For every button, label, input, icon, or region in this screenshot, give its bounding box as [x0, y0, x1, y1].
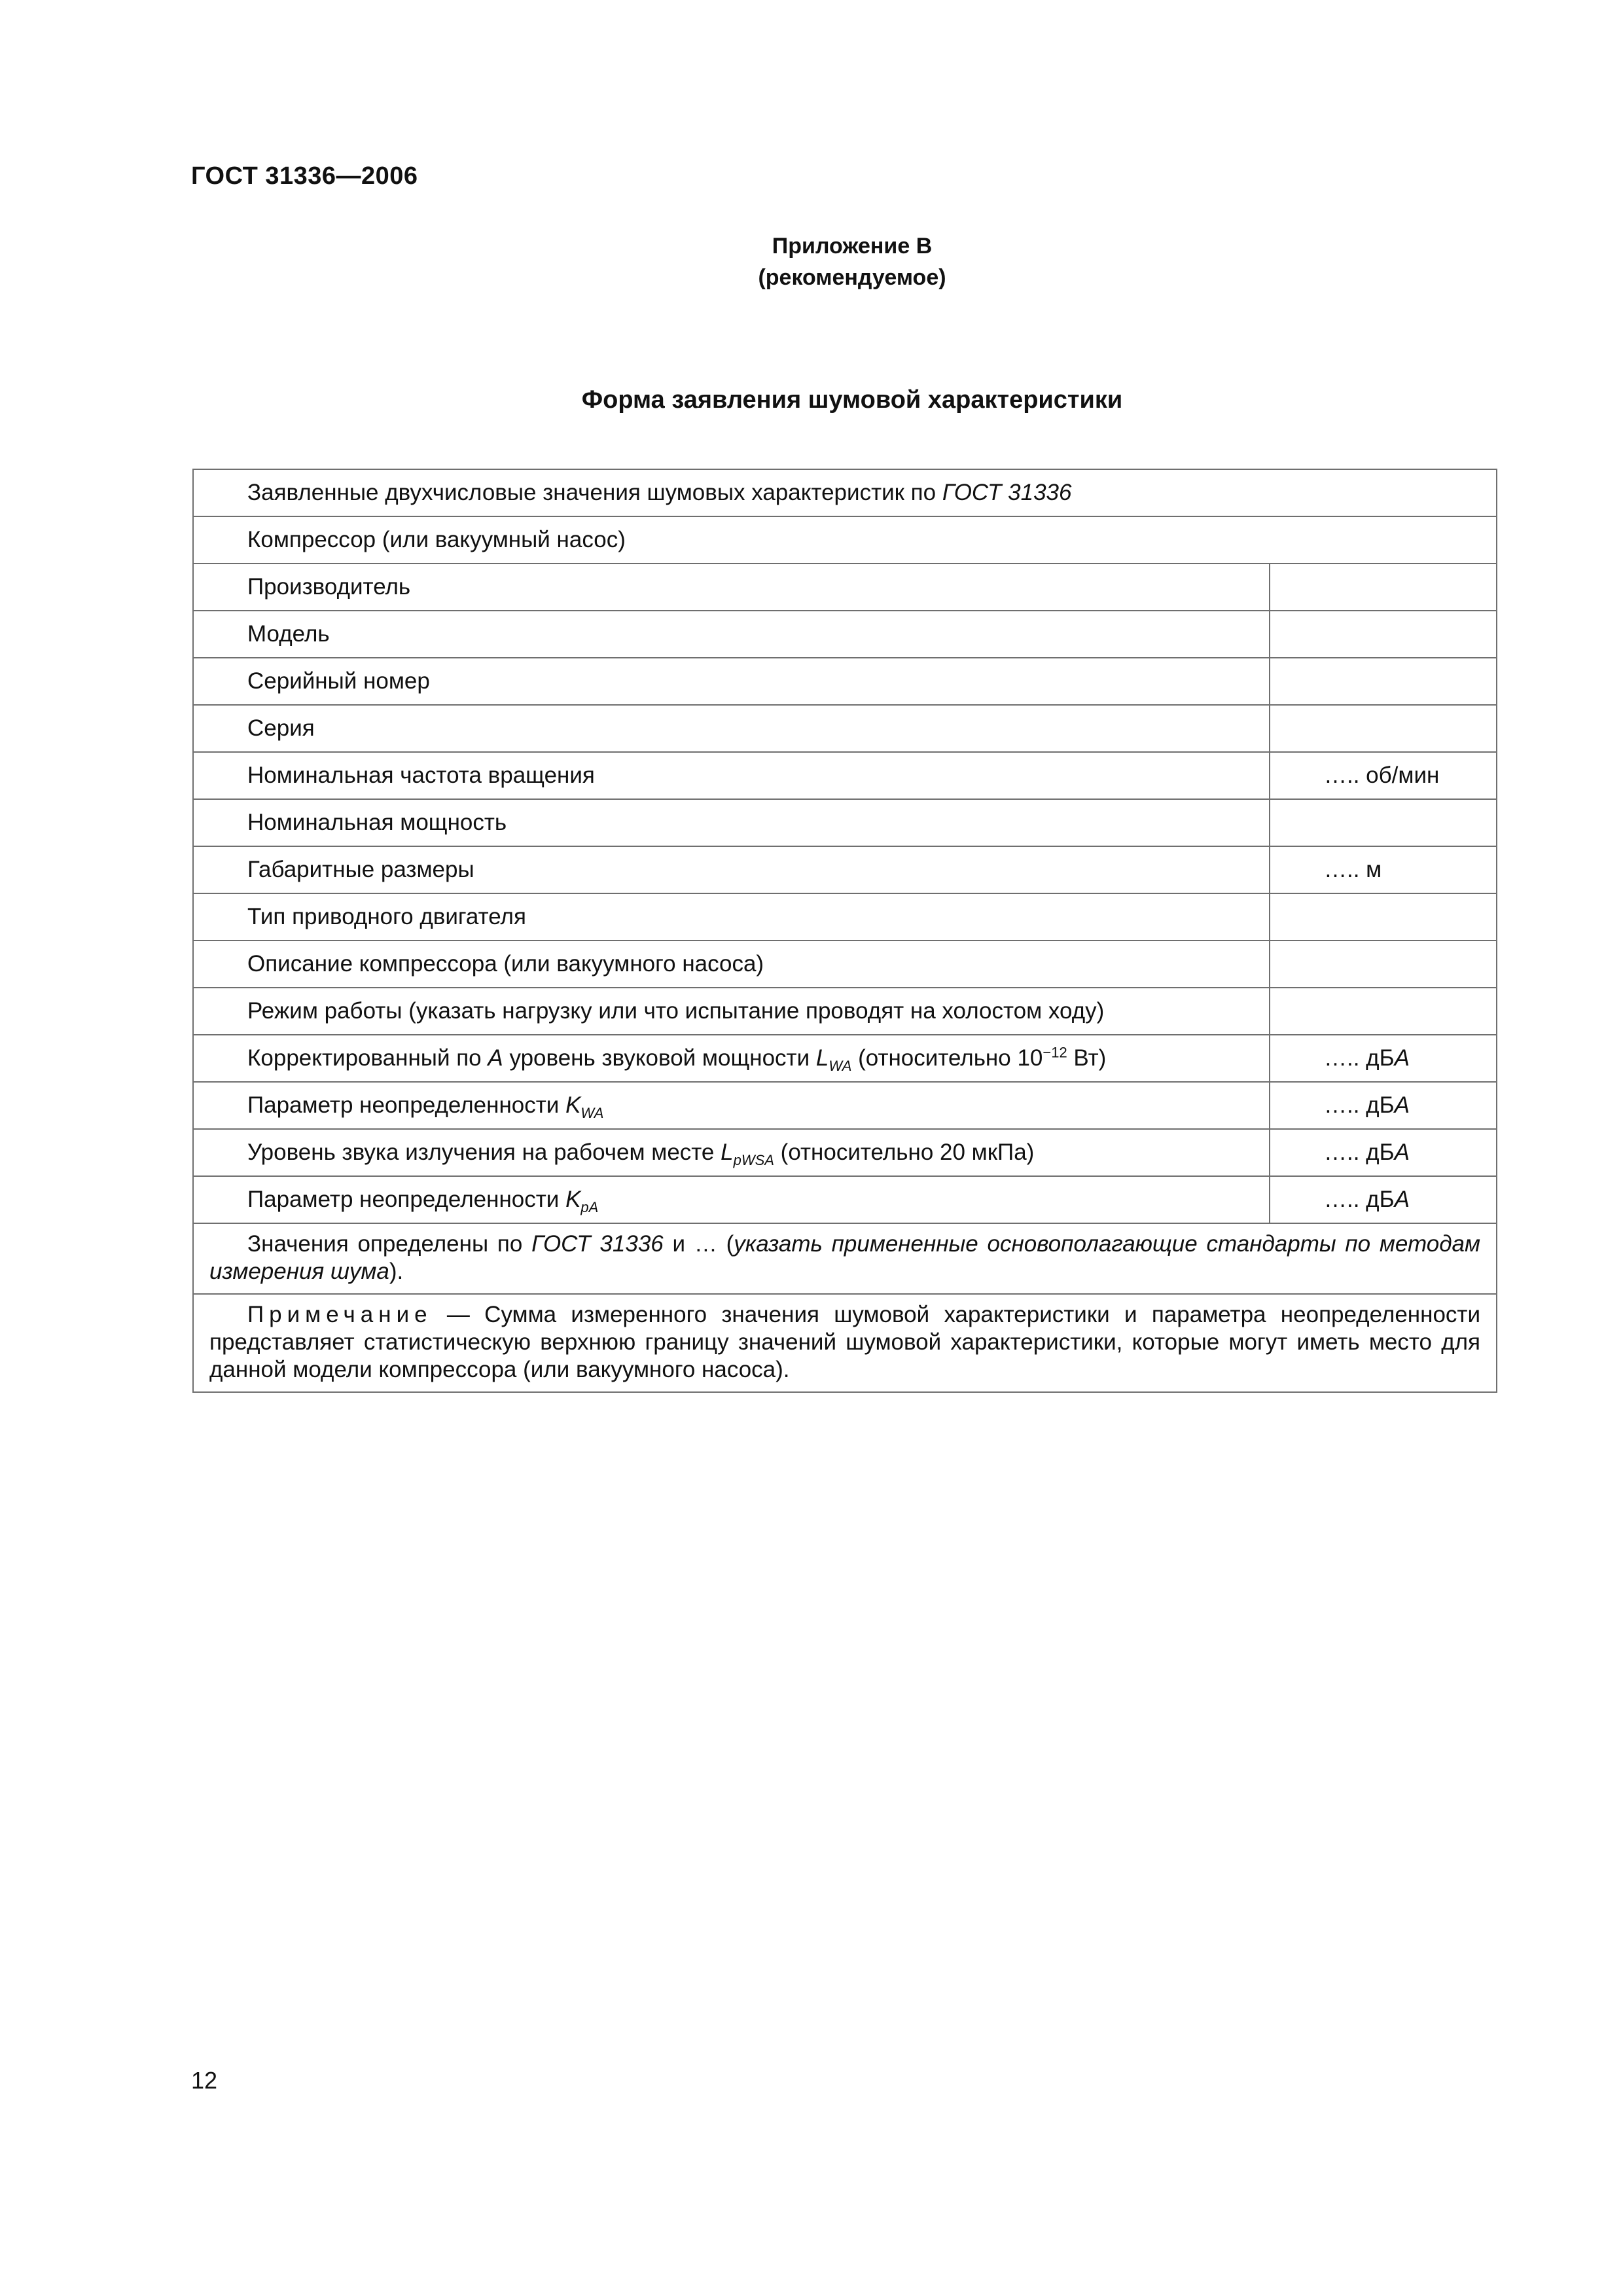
row-label: Режим работы (указать нагрузку или что испытание проводят на холостом ходу): [193, 988, 1270, 1035]
table-row-kwa: [193, 1082, 1497, 1129]
lpwsa-text: (относительно 20 мкПа): [774, 1139, 1035, 1165]
kwa-text: Параметр неопределенности: [247, 1092, 566, 1118]
row-label: Модель: [193, 611, 1270, 658]
intro-text: Заявленные двухчисловые значения шумовых характеристик по: [247, 480, 942, 505]
table-row: [193, 611, 1497, 658]
intro-cell: [193, 469, 1497, 516]
row-label: Серия: [193, 705, 1270, 752]
table-row: [193, 941, 1497, 988]
lwa-exponent: −12: [1043, 1044, 1067, 1061]
lwa-symbol: L: [815, 1045, 829, 1071]
row-label: Номинальная мощность: [193, 799, 1270, 846]
lwa-label: [193, 1035, 1270, 1082]
row-value: [1270, 564, 1497, 611]
table-row-kpa: [193, 1176, 1497, 1223]
table-row-note: [193, 1294, 1497, 1392]
lpwsa-symbol: L: [721, 1139, 734, 1165]
appendix-heading: [0, 230, 1623, 293]
table-row: [193, 799, 1497, 846]
kpa-value: [1270, 1176, 1497, 1223]
lwa-value: [1270, 1035, 1497, 1082]
determined-text: Значения определены по: [247, 1231, 532, 1257]
table-row-lwa: [193, 1035, 1497, 1082]
standard-header: ГОСТ 31336—2006: [191, 162, 418, 190]
table-row-section: [193, 516, 1497, 564]
row-value: ….. м: [1270, 846, 1497, 893]
row-value: ….. об/мин: [1270, 752, 1497, 799]
kpa-subscript: pA: [580, 1199, 599, 1215]
note-cell: [193, 1294, 1497, 1392]
lwa-text: Корректированный по: [247, 1045, 488, 1071]
table-row: [193, 705, 1497, 752]
note-label: Примечание: [247, 1302, 433, 1327]
table-row-intro: [193, 469, 1497, 516]
lwa-text: (относительно 10: [851, 1045, 1043, 1071]
lpwsa-subscript: pWSA: [733, 1152, 774, 1168]
appendix-status: (рекомендуемое): [758, 265, 946, 290]
table-row: [193, 988, 1497, 1035]
row-label: Серийный номер: [193, 658, 1270, 705]
lwa-text: уровень звуковой мощности: [503, 1045, 816, 1071]
row-value: [1270, 705, 1497, 752]
table-row-determined: [193, 1223, 1497, 1294]
value-dots: ….. дБ: [1324, 1092, 1395, 1118]
table-row: [193, 564, 1497, 611]
determined-cell: [193, 1223, 1497, 1294]
kwa-symbol: K: [565, 1092, 581, 1118]
lwa-subscript: WA: [829, 1058, 852, 1074]
value-unit: A: [1394, 1045, 1410, 1071]
row-label: Габаритные размеры: [193, 846, 1270, 893]
lpwsa-label: [193, 1129, 1270, 1176]
note-text: — Сумма измеренного значения шумовой характеристики и параметра неопределенности представляет статистическую верхнюю границу значений шумовой характеристики, которые могут иметь место для данной модели компрессора (или вакуумного насоса).: [209, 1302, 1480, 1382]
row-label: Описание компрессора (или вакуумного насоса): [193, 941, 1270, 988]
row-label: Тип приводного двигателя: [193, 893, 1270, 941]
value-unit: A: [1394, 1139, 1410, 1165]
determined-instruction: указать примененные основополагающие стандарты по методам измерения шума: [209, 1231, 1480, 1284]
determined-text: и … (: [663, 1231, 734, 1257]
form-title: Форма заявления шумовой характеристики: [581, 386, 1123, 414]
value-unit: A: [1394, 1092, 1410, 1118]
row-value: [1270, 893, 1497, 941]
determined-standard-ref: ГОСТ 31336: [531, 1231, 664, 1257]
table-row: [193, 752, 1497, 799]
row-label: Номинальная частота вращения: [193, 752, 1270, 799]
row-value: [1270, 658, 1497, 705]
page-number: 12: [191, 2067, 218, 2094]
kpa-label: [193, 1176, 1270, 1223]
value-unit: A: [1394, 1187, 1410, 1212]
row-label: Производитель: [193, 564, 1270, 611]
table-row-lpwsa: [193, 1129, 1497, 1176]
kwa-value: [1270, 1082, 1497, 1129]
value-dots: ….. дБ: [1324, 1045, 1395, 1071]
appendix-title: Приложение В: [772, 234, 933, 259]
kwa-label: [193, 1082, 1270, 1129]
lpwsa-value: [1270, 1129, 1497, 1176]
value-dots: ….. дБ: [1324, 1139, 1395, 1165]
intro-standard-ref: ГОСТ 31336: [942, 480, 1072, 505]
noise-declaration-table: [192, 469, 1497, 1393]
kwa-subscript: WA: [580, 1105, 604, 1121]
row-value: [1270, 941, 1497, 988]
lwa-text: Вт): [1067, 1045, 1107, 1071]
table-row: [193, 658, 1497, 705]
lwa-a-symbol: A: [488, 1045, 503, 1071]
row-value: [1270, 611, 1497, 658]
table-row: [193, 893, 1497, 941]
row-value: [1270, 988, 1497, 1035]
value-dots: ….. дБ: [1324, 1187, 1395, 1212]
section-cell: Компрессор (или вакуумный насос): [193, 516, 1497, 564]
row-value: [1270, 799, 1497, 846]
determined-text: ).: [389, 1259, 404, 1284]
kpa-symbol: K: [565, 1187, 581, 1212]
kpa-text: Параметр неопределенности: [247, 1187, 566, 1212]
lpwsa-text: Уровень звука излучения на рабочем месте: [247, 1139, 721, 1165]
table-row: [193, 846, 1497, 893]
